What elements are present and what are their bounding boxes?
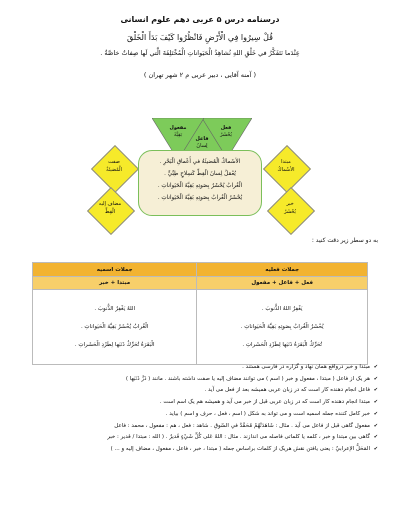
grammar-table <box>32 262 368 365</box>
diamond-subject-nominal-word: الأسْماكُ <box>277 167 295 173</box>
checkmark-icon: ✔ <box>373 364 378 370</box>
checkmark-icon: ✔ <box>373 422 378 429</box>
diamond-predicate-word: يُحْشَرُ <box>284 209 296 215</box>
checkmark-icon: ✔ <box>373 375 378 382</box>
nominal-formula: مبتدا + خبر <box>33 277 197 290</box>
nominal-example-1: اللهُ يَغْفِرُ الذُّنوبَ . <box>94 306 135 312</box>
grammar-notes <box>22 362 386 456</box>
checkmark-icon: ✔ <box>373 445 378 452</box>
verbal-formula: فعل + فاعل + مفعول <box>197 277 368 290</box>
diamond-genitive <box>88 188 132 232</box>
verbal-example-2: يُحْشَرُ الْغُرابُ بِصَوتِهِ بَقِيَّةَ الْحَيَواناتِ . <box>240 324 324 330</box>
checkmark-icon: ✔ <box>373 434 378 441</box>
diamond-genitive-word: الْقِطِّ <box>104 209 116 215</box>
diamond-adjective <box>92 146 136 190</box>
note-item: ✔ فاعل انجام دهنده کار است که در زبان عربی همیشه بعد از فعل می آید . <box>22 385 378 397</box>
note-item: ✔ گاهی بین مبتدا و خبر ، کلمه یا کلماتی فاصله می اندازند . مثال : اللهُ عَلى كُلِّ شَيْءٍ قَديرٌ . ( الله : مبتدا / قدیر : خبر <box>22 432 378 444</box>
triangle-object-word: بَقِيَّةَ <box>173 132 183 138</box>
verbal-examples <box>197 290 368 365</box>
intro-sentence: عِنْدَما نَتَفَكَّرُ في خَلْقِ اللهِ نُشاهِدُ الْحَيَواناتِ الْمُخْتَلِفَةَ الَّتي لَها صِفاتٌ خاصَّةٌ . <box>100 49 300 57</box>
diamond-subject-nominal <box>264 146 308 190</box>
example-line-1: الأسْماكُ الْمُضيئَةُ في أَعْماقِ الْبَحْرِ . <box>159 159 241 165</box>
example-line-4: يُحْشَرُ الْغُرابُ بِصَوتِهِ بَقِيَّةَ الْحَيَواناتِ . <box>157 195 243 201</box>
nominal-header: جملات اسميه <box>33 263 197 277</box>
diamond-adjective-word: الْمُضيئَةُ <box>106 167 122 173</box>
example-line-2: يُعْمَلُ لِسانَ الْقِطِّ كَسِلاحٍ طِبِّيٍّ . <box>164 171 236 177</box>
triangle-object-title: مفعول <box>169 125 187 131</box>
page-title: درسنامه درس ۵ عربی دهم علوم انسانی <box>120 15 280 24</box>
diamond-subject-nominal-title: مبتدا <box>281 159 291 165</box>
note-item: ✔ خبر کامل کننده جمله اسميه است و می تواند به شکل ( اسم ، فعل ، حرف و اسم ) بیاید . <box>22 409 378 421</box>
author-credit: ( آمنه آقایی ، دبیر عربی م ۲ شهر تهران ) <box>143 71 257 79</box>
checkmark-icon: ✔ <box>373 399 378 406</box>
verbal-example-3: تُحَرِّكُ الْبَقَرَةُ ذَنَبَها لِطَرْدِ الْحَشَراتِ . <box>242 342 322 348</box>
verbal-example-1: يَغْفِرُ اللهُ الذُّنوبَ . <box>261 306 303 312</box>
note-item: ✔ هر یک از فاعل ( مبتدا ، مفعول و خبر ( اسم ) می توانند مضاف إليه یا صفت داشته باشند . مانند ( ذَرَّ ذَنَبَها ) <box>22 374 378 386</box>
nominal-examples <box>33 290 197 365</box>
nominal-example-3: الْبَقَرَةُ تُحَرِّكُ ذَنَبَها لِطَرْدِ الْحَشَراتِ . <box>74 342 155 348</box>
quran-verse: قُلْ سِيرُوا فِي الْأَرْضِ فَانْظُرُوا كَيْفَ بَدَأَ الْخَلْقَ <box>127 33 273 42</box>
diamond-genitive-title: مضاف إليه <box>98 201 122 207</box>
note-item: ✔ مبتدا انجام دهنده کار است که در زبان عربی قبل از خبر می آید و همیشه هم یک اسم است . <box>22 397 378 409</box>
triangle-verb-word: يُحْشَرُ <box>220 132 232 138</box>
triangle-subject-word: لِسانُ <box>196 143 208 149</box>
example-sentences-box <box>138 150 262 216</box>
section-title: به دو سطر زیر دقت کنید : <box>311 237 378 244</box>
note-item: ✔ المَحَلُّ الإعرابيّ : یعنی یافتن نقش هریک از کلمات براساس جمله ( مبتدا ، خبر ، فاعل ، مفعول ، مضاف إليه و ... ) <box>22 444 378 456</box>
nominal-example-2: الْغُرابُ يُحْشَرُ بَقِيَّةَ الْحَيَواناتِ . <box>80 324 149 330</box>
note-item: ✔ مبتدا و خبر درواقع همان نهاد و گزاره در فارسی هستند . <box>22 362 378 374</box>
diamond-adjective-title: صفت <box>108 159 120 165</box>
triangle-subject-title: فاعل <box>195 136 209 142</box>
example-line-3: الْغُرابُ يُحْشَرُ بِصَوتِهِ بَقِيَّةَ الْحَيَواناتِ . <box>157 183 243 189</box>
diamond-predicate-title: خبر <box>286 201 294 207</box>
checkmark-icon: ✔ <box>373 410 378 417</box>
note-item: ✔ مفعول گاهی قبل از فاعل می آید . مثال : شَاهَدَتْهُمْ مُحَمَّدٌ في السّوقِ . شاهد : فعل ، هم : مفعول ، محمد : فاعل <box>22 421 378 433</box>
triangle-verb-title: فعل <box>220 125 232 131</box>
checkmark-icon: ✔ <box>373 387 378 394</box>
verbal-header: جملات فعليه <box>197 263 368 277</box>
diamond-predicate <box>268 188 312 232</box>
